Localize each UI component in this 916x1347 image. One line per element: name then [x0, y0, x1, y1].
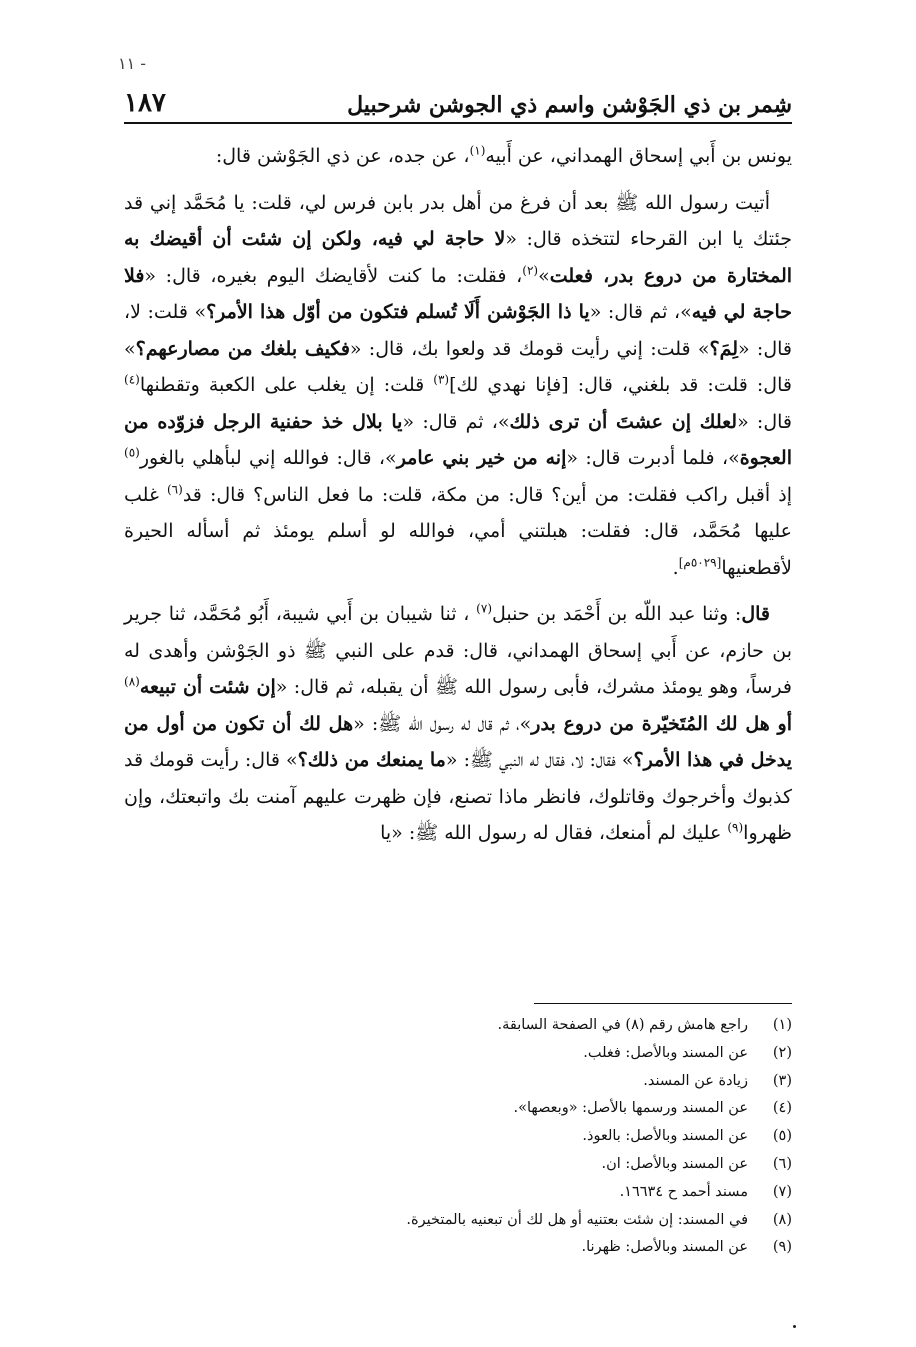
footnote-item: [124, 1234, 792, 1262]
text-run: »: [538, 264, 550, 287]
footnote-item: [124, 1123, 792, 1151]
text-run: » قال: قلت: قد بلغني، قال: [فإنا نهدي لك]: [124, 337, 792, 396]
footnote-number: (٩): [772, 1239, 792, 1256]
hadith-quote: إن شئت أن تبيعه: [139, 676, 276, 698]
paragraph-1: [124, 138, 792, 175]
footnote-item: [124, 1012, 792, 1040]
text-run: .: [672, 556, 679, 579]
footnote-number: (٥): [772, 1128, 792, 1145]
page-header: [124, 82, 792, 118]
text-run: »، قال: فوالله إني لبأهلي بالغور: [139, 447, 397, 469]
footnote-ref-2: (٢): [522, 263, 539, 278]
hadith-quote: يا ذا الجَوْشن أَلَا تُسلم فتكون من أوّل هذا الأمر؟: [206, 301, 590, 323]
footnote-item: [124, 1095, 792, 1123]
text-run: ، عن جده، عن ذي الجَوْشن قال:: [215, 145, 470, 167]
footnote-text: عن المسند ورسمها بالأصل: «وبعصها».: [513, 1100, 748, 1117]
footnote-number: (٧): [772, 1183, 792, 1200]
footnote-number: (٦): [772, 1155, 792, 1172]
hadith-quote: ما يمنعك من ذلك؟: [297, 749, 446, 771]
footnote-number: (١): [772, 1017, 792, 1033]
text-run: »، ثم قال له رسول الله ﷺ: «: [353, 712, 532, 735]
footnote-ref-6: (٦): [166, 482, 183, 497]
hadith-quote: لعلك إن عشتَ أن ترى ذلك: [509, 410, 738, 433]
text-run: » قال: رأيت قومك قد كذبوك وأخرجوك وقاتلوك، فانظر ماذا تصنع، فإن ظهرت عليهم آمنت بك واتبعتك، وإن ظهروا: [124, 749, 792, 844]
text-run: قال: «: [737, 410, 792, 433]
footnote-ref-4: (٤): [124, 372, 140, 387]
text-run: ، ثنا شيبان بن أَبي شيبة، أَبُو مُحَمَّد، ثنا جرير بن حازم، عن أَبي إسحاق الهمداني، قال: قدم على النبي ﷺ ذو الجَوْشن وأهدى له فرساً، وهو يومئذ مشرك، فأبى رسول الله ﷺ أن يقبله، ثم قال: «: [124, 603, 792, 698]
footnote-item: [124, 1040, 792, 1068]
text-run: أتيت رسول الله ﷺ بعد أن فرغ من أهل بدر بابن فرس لي، قلت: يا مُحَمَّد إني قد جئتك يا ابن القرحاء لتتخذه قال: «: [124, 191, 792, 250]
hadith-quote: لا حاجة لي فيه، ولكن إن شئت أن أقيضك به المختارة من دروع بدر، فعلت: [124, 228, 793, 287]
hadith-quote: فكيف بلغك من مصارعهم؟: [135, 337, 350, 360]
footnote-number: (٨): [772, 1211, 792, 1228]
footnote-ref-9: (٩): [727, 820, 744, 835]
footnote-number: (٢): [772, 1044, 792, 1061]
footnote-text: في المسند: إن شئت بعتنيه أو هل لك أن تبعنيه بالمتخيرة.: [406, 1211, 748, 1228]
footnote-item: [124, 1207, 792, 1235]
text-run: إذ أقبل راكب فقلت: من أين؟ قال: من مكة، قلت: ما فعل الناس؟ قال: قد: [182, 483, 792, 506]
manuscript-ref: [٥٠٢٩م]: [678, 555, 722, 570]
paragraph-2: [124, 185, 792, 587]
footnote-item: [124, 1151, 792, 1179]
running-title: شِمر بن ذي الجَوْشن واسم ذي الجوشن شرحبيل: [347, 92, 792, 118]
text-run: عليك لم أمنعك، فقال له رسول الله ﷺ: «يا: [380, 822, 728, 844]
text-run: »، فلما أدبرت قال: «: [566, 447, 740, 469]
text-run: » فقال: لا، فقال له النبي ﷺ: «: [445, 749, 634, 771]
footnote-text: مسند أحمد ح ١٦٦٣٤.: [619, 1183, 748, 1200]
footnote-number: (٣): [772, 1072, 792, 1089]
footnote-text: زيادة عن المسند.: [643, 1072, 748, 1089]
footnote-text: عن المسند وبالأصل: ظهرنا.: [581, 1239, 748, 1256]
page-speck: [793, 1325, 796, 1328]
text-run: »، ثم قال: «: [589, 301, 692, 323]
text-run: » قلت: إني رأيت قومك قد ولعوا بك، قال: «: [349, 337, 710, 360]
hadith-quote: فلا حاجة لي فيه: [124, 264, 792, 323]
footnote-text: عن المسند وبالأصل: ان.: [601, 1155, 748, 1172]
text-run: ، فقلت: ما كنت لأقايضك اليوم بغيره، قال: «: [144, 264, 523, 287]
footnote-text: عن المسند وبالأصل: فغلب.: [583, 1044, 748, 1061]
hadith-quote: إنه من خير بني عامر: [396, 447, 567, 469]
text-run-bold: قال: [741, 603, 770, 625]
page-number: ١٨٧: [124, 88, 166, 118]
footnote-text: عن المسند وبالأصل: بالعوذ.: [582, 1128, 748, 1145]
footnote-text: راجع هامش رقم (٨) في الصفحة السابقة.: [497, 1017, 748, 1033]
hadith-quote: أو هل لك المُتَخيّرة من دروع بدر: [531, 712, 792, 735]
header-rule: [124, 122, 792, 124]
footnote-rule: [534, 1003, 792, 1004]
footnote-ref-1: (١): [469, 143, 486, 158]
hadith-quote: هل لك أن تكون من أول من يدخل في هذا الأمر؟: [124, 712, 793, 771]
footnote-number: (٤): [772, 1100, 792, 1117]
text-run: : وثنا عبد اللّه بن أَحْمَد بن حنبل: [492, 603, 742, 625]
hadith-quote: يا بلال خذ حفنية الرجل فزوّده من العجوة: [124, 410, 792, 469]
footnote-ref-5: (٥): [124, 445, 140, 460]
page-top-mark: ١١ -: [118, 54, 147, 73]
main-text: [124, 138, 792, 852]
paragraph-3: [124, 596, 792, 852]
footnotes: [124, 1012, 792, 1262]
text-run: غلب عليها مُحَمَّد، قال: فقلت: هبلتني أمي، فوالله لو أسلم يومئذ ثم أسأله الحيرة لأقطعنيها: [124, 483, 792, 579]
text-run: »، ثم قال: «: [402, 410, 510, 433]
footnote-ref-3: (٣): [433, 372, 450, 387]
text-run: يونس بن أَبي إسحاق الهمداني، عن أَبيه: [485, 145, 792, 167]
text-run: » قلت: لا، قال: «: [124, 301, 792, 360]
footnote-ref-7: (٧): [476, 601, 492, 616]
footnote-item: [124, 1179, 792, 1207]
hadith-quote: لِمَ؟: [709, 337, 739, 360]
text-run: قلت: إن يغلب على الكعبة وتقطنها: [139, 374, 434, 396]
footnote-ref-8: (٨): [124, 674, 140, 689]
footnote-item: [124, 1068, 792, 1096]
